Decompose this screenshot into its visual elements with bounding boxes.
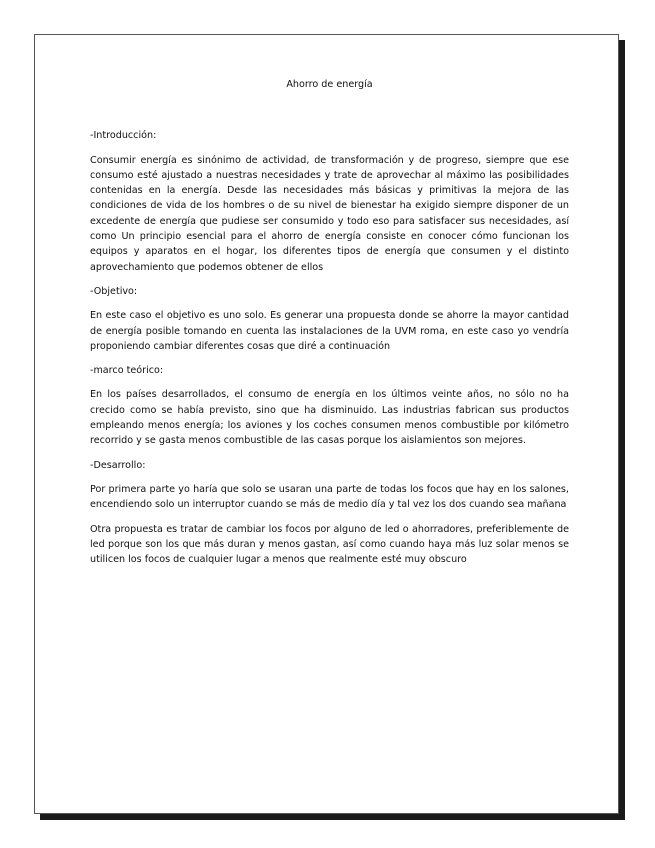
document-body — [90, 77, 569, 567]
section-objetivo — [90, 284, 569, 354]
section-heading: -marco teórico: — [90, 365, 164, 377]
paragraph: En los países desarrollados, el consumo de energía en los últimos veinte años, no sólo no ha crecido como se había previsto, sino que ha disminuido. Las industrias fabrican sus productos empleando menos energía; los aviones y los coches consumen menos combustible por kilómetro recorrido y se gasta menos combustible de las casas porque los aislamientos son mejores. — [90, 389, 569, 447]
section-heading: -Introducción: — [90, 130, 157, 142]
section-introduccion — [90, 128, 569, 275]
section-marco-teorico — [90, 363, 569, 448]
paragraph: Otra propuesta es tratar de cambiar los focos por alguno de led o ahorradores, preferiblemente de led porque son los que más duran y menos gastan, así como cuando haya más luz solar menos se utilicen los focos de cualquier lugar a menos que realmente esté muy obscuro — [90, 523, 569, 566]
section-heading: -Desarrollo: — [90, 459, 146, 471]
paragraph: Consumir energía es sinónimo de actividad, de transformación y de progreso, siempre que ese consumo esté ajustado a nuestras necesidades y trate de aprovechar al máximo las posibilidades contenidas en la energía. Desde las necesidades más básicas y primitivas la mejora de las condiciones de vida de los hombres o de su nivel de bienestar ha exigido siempre disponer de un excedente de energía que pudiese ser consumido y todo eso para satisfacer sus necesidades, así como Un principio esencial para el ahorro de energía consiste en conocer cómo funcionan los equipos y aparatos en el hogar, los diferentes tipos de energía que consumen y el distinto aprovechamiento que podemos obtener de ellos — [90, 154, 569, 273]
section-heading: -Objetivo: — [90, 285, 138, 297]
document-page — [34, 34, 619, 814]
section-desarrollo — [90, 458, 569, 568]
document-title: Ahorro de energía — [286, 79, 373, 90]
paragraph: En este caso el objetivo es uno solo. Es generar una propuesta donde se ahorre la mayor cantidad de energía posible tomando en cuenta las instalaciones de la UVM roma, en este caso yo vendría proponiendo cambiar diferentes cosas que diré a continuación — [90, 310, 569, 352]
paragraph: Por primera parte yo haría que solo se usaran una parte de todas los focos que hay en los salones, encendiendo solo un interruptor cuando se más de medio día y tal vez los dos cuando sea mañana — [90, 483, 569, 511]
